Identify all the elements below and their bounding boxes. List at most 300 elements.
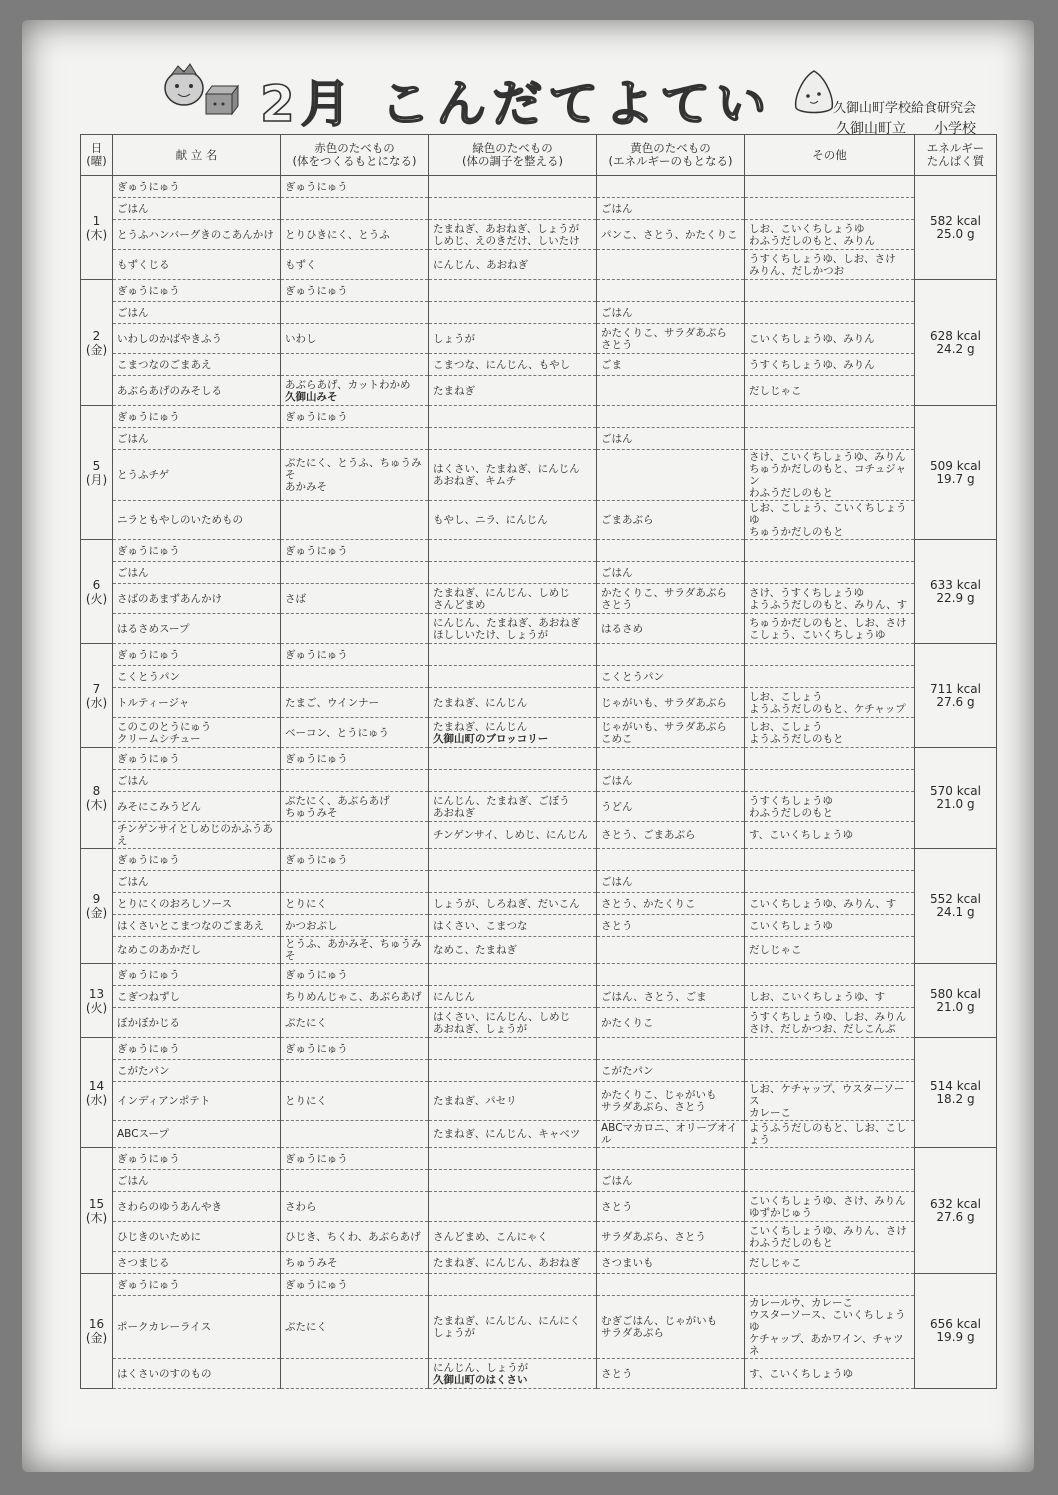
red-food-cell [281,666,429,688]
other-food-cell [745,1274,915,1296]
table-row [81,915,997,937]
red-food-cell: もずく [281,250,429,280]
red-food-cell [281,354,429,376]
red-food-cell [281,376,429,406]
dish-name-cell: はくさいとこまつなのごまあえ [113,915,281,937]
other-food-cell [745,1148,915,1170]
onigiri-mascot-icon [792,68,836,116]
table-row [81,1296,997,1359]
red-food-cell [281,1359,429,1389]
table-row [81,540,997,562]
table-row [81,1008,997,1038]
other-food-cell: さけ、うすくちしょうゆ ようふうだしのもと、みりん、す [745,584,915,614]
green-food-cell: たまねぎ、にんじん、キャベツ [429,1121,597,1148]
yellow-food-cell [597,849,745,871]
other-food-cell: しお、こいくちしょうゆ わふうだしのもと、みりん [745,220,915,250]
other-food-cell: こいくちしょうゆ、さけ、みりん ゆずかじゅう [745,1192,915,1222]
day-cell: 6 (火) [81,540,113,644]
green-food-cell: たまねぎ、にんじん、あおねぎ [429,1252,597,1274]
other-food-cell: だしじゃこ [745,376,915,406]
yellow-food-cell [597,450,745,501]
yellow-food-cell: さとう [597,915,745,937]
table-row [81,1170,997,1192]
table-row [81,1192,997,1222]
yellow-food-cell: ごはん [597,1170,745,1192]
table-row [81,849,997,871]
dish-name-cell: ポークカレーライス [113,1296,281,1359]
other-food-cell: こいくちしょうゆ、みりん、さけ わふうだしのもと [745,1222,915,1252]
energy-cell: 580 kcal 21.0 g [915,964,997,1038]
col-other: その他 [745,135,915,176]
other-food-cell: す、こいくちしょうゆ [745,1359,915,1389]
yellow-food-cell: うどん [597,792,745,822]
table-row [81,792,997,822]
green-food-cell: こまつな、にんじん、もやし [429,354,597,376]
day-cell: 1 (木) [81,176,113,280]
yellow-food-cell: ごはん、さとう、ごま [597,986,745,1008]
yellow-food-cell: じゃがいも、サラダあぶら こめこ [597,718,745,748]
table-row [81,748,997,770]
energy-cell: 509 kcal 19.7 g [915,406,997,540]
yellow-food-cell: さとう [597,1359,745,1389]
other-food-cell [745,770,915,792]
green-food-cell: たまねぎ、にんじん、にんにく しょうが [429,1296,597,1359]
red-food-cell [281,1121,429,1148]
table-row [81,644,997,666]
dish-name-cell: ぼかぼかじる [113,1008,281,1038]
green-food-cell: しょうが [429,324,597,354]
red-food-cell: ぎゅうにゅう [281,540,429,562]
dish-name-cell: とりにくのおろしソース [113,893,281,915]
day-cell: 14 (水) [81,1038,113,1148]
other-food-cell: カレールウ、カレーこ ウスターソース、こいくちしょうゆ ケチャップ、あかワイン、チャツネ [745,1296,915,1359]
local-produce-text: たまねぎ、にんじん [433,720,528,733]
yellow-food-cell: こくとうパン [597,666,745,688]
green-food-cell [429,562,597,584]
col-dish: 献 立 名 [113,135,281,176]
red-food-cell [281,302,429,324]
other-food-cell: さけ、こいくちしょうゆ、みりん ちゅうかだしのもと、コチュジャン わふうだしのもと [745,450,915,501]
table-row [81,376,997,406]
other-food-cell [745,562,915,584]
table-row [81,280,997,302]
menu-sheet [22,20,1034,1472]
table-row [81,1038,997,1060]
red-food-cell: とりひきにく、とうふ [281,220,429,250]
table-row [81,220,997,250]
local-produce-text: 久御山みそ [285,390,338,403]
organization-name: 久御山町学校給食研究会 [832,101,976,116]
other-food-cell [745,280,915,302]
other-food-cell [745,428,915,450]
green-food-cell [429,280,597,302]
day-cell: 13 (火) [81,964,113,1038]
red-food-cell: とうふ、あかみそ、ちゅうみそ [281,937,429,964]
table-row [81,450,997,501]
yellow-food-cell [597,376,745,406]
red-food-cell: ぎゅうにゅう [281,644,429,666]
other-food-cell [745,849,915,871]
other-food-cell [745,540,915,562]
energy-cell: 570 kcal 21.0 g [915,748,997,849]
other-food-cell [745,666,915,688]
green-food-cell [429,644,597,666]
yellow-food-cell [597,1274,745,1296]
green-food-cell [429,770,597,792]
green-food-cell [429,176,597,198]
table-row [81,1359,997,1389]
table-row [81,964,997,986]
other-food-cell: うすくちしょうゆ、みりん [745,354,915,376]
local-produce-text: にんじん、しょうが [433,1361,529,1374]
green-food-cell [429,198,597,220]
yellow-food-cell [597,644,745,666]
dish-name-cell: こぎつねずし [113,986,281,1008]
green-food-cell: にんじん、たまねぎ、ごぼう あおねぎ [429,792,597,822]
table-row [81,354,997,376]
green-food-cell: チンゲンサイ、しめじ、にんじん [429,822,597,849]
table-row [81,406,997,428]
red-food-cell [281,822,429,849]
table-row [81,1148,997,1170]
green-food-cell: しょうが、しろねぎ、だいこん [429,893,597,915]
red-food-cell: ぎゅうにゅう [281,1274,429,1296]
dish-name-cell: ごはん [113,198,281,220]
dish-name-cell: ニラともやしのいためもの [113,501,281,540]
energy-cell: 632 kcal 27.6 g [915,1148,997,1274]
day-cell: 8 (木) [81,748,113,849]
red-food-cell: ちゅうみそ [281,1252,429,1274]
dish-name-cell: さつまじる [113,1252,281,1274]
dish-name-cell: さわらのゆうあんやき [113,1192,281,1222]
other-food-cell [745,198,915,220]
dish-name-cell: はるさめスープ [113,614,281,644]
yellow-food-cell: ごま [597,354,745,376]
other-food-cell: うすくちしょうゆ、しお、さけ みりん、だしかつお [745,250,915,280]
yellow-food-cell [597,748,745,770]
table-row [81,718,997,748]
red-food-cell: いわし [281,324,429,354]
other-food-cell: こいくちしょうゆ、みりん、す [745,893,915,915]
dish-name-cell: こくとうパン [113,666,281,688]
red-food-cell: ぶたにく、あぶらあげ ちゅうみそ [281,792,429,822]
dish-name-cell: ごはん [113,428,281,450]
red-food-cell: ぎゅうにゅう [281,748,429,770]
red-food-cell: ぶたにく [281,1008,429,1038]
dish-name-cell: さばのあまずあんかけ [113,584,281,614]
table-row [81,302,997,324]
green-food-cell [429,1274,597,1296]
red-food-cell: たまご、ウインナー [281,688,429,718]
other-food-cell: しお、こいくちしょうゆ、す [745,986,915,1008]
green-food-cell: はくさい、たまねぎ、にんじん あおねぎ、キムチ [429,450,597,501]
energy-cell: 628 kcal 24.2 g [915,280,997,406]
day-cell: 5 (月) [81,406,113,540]
local-produce-text: 久御山町のブロッコリー [433,732,549,745]
dish-name-cell: みそにこみうどん [113,792,281,822]
red-food-cell: かつおぶし [281,915,429,937]
green-food-cell [429,302,597,324]
green-food-cell [429,1170,597,1192]
green-food-cell: たまねぎ、あおねぎ、しょうが しめじ、えのきだけ、しいたけ [429,220,597,250]
dish-name-cell: このこのとうにゅう クリームシチュー [113,718,281,748]
table-row [81,176,997,198]
green-food-cell: たまねぎ、にんじん、しめじ さんどまめ [429,584,597,614]
other-food-cell [745,1060,915,1082]
red-food-cell: ぎゅうにゅう [281,1038,429,1060]
table-row [81,770,997,792]
dish-name-cell: ぎゅうにゅう [113,1148,281,1170]
red-food-cell: ひじき、ちくわ、あぶらあげ [281,1222,429,1252]
green-food-cell [429,1359,597,1389]
yellow-food-cell [597,280,745,302]
dish-name-cell: いわしのかばやきふう [113,324,281,354]
yellow-food-cell [597,937,745,964]
menu-body [81,176,997,1389]
other-food-cell: ちゅうかだしのもと、しお、さけ こしょう、こいくちしょうゆ [745,614,915,644]
yellow-food-cell: ごはん [597,562,745,584]
other-food-cell [745,871,915,893]
day-cell: 2 (金) [81,280,113,406]
green-food-cell [429,428,597,450]
table-row [81,584,997,614]
red-food-cell [281,614,429,644]
dish-name-cell: ABCスープ [113,1121,281,1148]
table-row [81,666,997,688]
green-food-cell [429,748,597,770]
energy-cell: 552 kcal 24.1 g [915,849,997,964]
day-cell: 15 (木) [81,1148,113,1274]
col-red: 赤色のたべもの (体をつくるもとになる) [281,135,429,176]
green-food-cell [429,406,597,428]
red-food-cell: とりにく [281,893,429,915]
dish-name-cell: こまつなのごまあえ [113,354,281,376]
energy-cell: 633 kcal 22.9 g [915,540,997,644]
red-food-cell: ぶたにく、とうふ、ちゅうみそ あかみそ [281,450,429,501]
yellow-food-cell: むぎごはん、じゃがいも サラダあぶら [597,1296,745,1359]
yellow-food-cell: ごまあぶら [597,501,745,540]
yellow-food-cell: ABCマカロニ、オリーブオイル [597,1121,745,1148]
dish-name-cell: ぎゅうにゅう [113,748,281,770]
green-food-cell [429,540,597,562]
dish-name-cell: あぶらあげのみそしる [113,376,281,406]
table-row [81,986,997,1008]
tomato-mascot-icon [162,56,206,110]
header-row [81,135,997,176]
other-food-cell: す、こいくちしょうゆ [745,822,915,849]
yellow-food-cell: ごはん [597,770,745,792]
yellow-food-cell: さつまいも [597,1252,745,1274]
yellow-food-cell: さとう、ごまあぶら [597,822,745,849]
other-food-cell [745,302,915,324]
table-row [81,1274,997,1296]
dish-name-cell: ぎゅうにゅう [113,1274,281,1296]
yellow-food-cell: かたくりこ、サラダあぶら さとう [597,584,745,614]
dish-name-cell: ぎゅうにゅう [113,176,281,198]
green-food-cell: もやし、ニラ、にんじん [429,501,597,540]
dish-name-cell: ぎゅうにゅう [113,644,281,666]
table-row [81,688,997,718]
table-row [81,893,997,915]
red-food-cell: ぎゅうにゅう [281,964,429,986]
yellow-food-cell: ごはん [597,428,745,450]
yellow-food-cell [597,1038,745,1060]
table-row [81,937,997,964]
green-food-cell: たまねぎ、パセリ [429,1082,597,1121]
school-suffix: 小学校 [934,121,976,137]
dish-name-cell: はくさいのすのもの [113,1359,281,1389]
green-food-cell: たまねぎ、にんじん [429,688,597,718]
other-food-cell: しお、こしょう ようふうだしのもと、ケチャップ [745,688,915,718]
red-food-cell: ぎゅうにゅう [281,849,429,871]
green-food-cell [429,1148,597,1170]
red-food-cell: ぎゅうにゅう [281,406,429,428]
table-row [81,428,997,450]
col-energy: エネルギー たんぱく質 [915,135,997,176]
red-food-cell [281,501,429,540]
red-food-cell: ぶたにく [281,1296,429,1359]
green-food-cell [429,718,597,748]
green-food-cell: にんじん、あおねぎ [429,250,597,280]
yellow-food-cell [597,1148,745,1170]
header [22,20,1034,140]
table-row [81,1082,997,1121]
box-mascot-icon [202,82,242,118]
table-row [81,822,997,849]
red-food-cell: とりにく [281,1082,429,1121]
yellow-food-cell [597,540,745,562]
other-food-cell [745,176,915,198]
yellow-food-cell: さとう [597,1192,745,1222]
dish-name-cell: ごはん [113,302,281,324]
table-row [81,1121,997,1148]
green-food-cell: にんじん [429,986,597,1008]
local-produce-text: 久御山町のはくさい [433,1373,528,1386]
other-food-cell: だしじゃこ [745,1252,915,1274]
red-food-cell [281,1060,429,1082]
yellow-food-cell: ごはん [597,198,745,220]
dish-name-cell: とうふチゲ [113,450,281,501]
table-row [81,250,997,280]
yellow-food-cell: パンこ、さとう、かたくりこ [597,220,745,250]
dish-name-cell: トルティージャ [113,688,281,718]
red-food-cell [281,1170,429,1192]
other-food-cell: だしじゃこ [745,937,915,964]
green-food-cell [429,1192,597,1222]
green-food-cell [429,964,597,986]
school-prefix: 久御山町立 [836,121,906,137]
other-food-cell: うすくちしょうゆ わふうだしのもと [745,792,915,822]
green-food-cell [429,849,597,871]
other-food-cell: ようふうだしのもと、しお、こしょう [745,1121,915,1148]
table-row [81,871,997,893]
energy-cell: 514 kcal 18.2 g [915,1038,997,1148]
red-food-cell: ぎゅうにゅう [281,176,429,198]
red-food-cell [281,562,429,584]
table-row [81,1222,997,1252]
table-row [81,1060,997,1082]
red-food-cell [281,198,429,220]
other-food-cell [745,748,915,770]
day-cell: 9 (金) [81,849,113,964]
menu-table [80,134,997,1389]
dish-name-cell: こがたパン [113,1060,281,1082]
dish-name-cell: ぎゅうにゅう [113,406,281,428]
other-food-cell: しお、こしょう ようふうだしのもと [745,718,915,748]
dish-name-cell: ぎゅうにゅう [113,964,281,986]
dish-name-cell: ひじきのいために [113,1222,281,1252]
dish-name-cell: ごはん [113,871,281,893]
red-food-cell: ぎゅうにゅう [281,280,429,302]
day-cell: 7 (水) [81,644,113,748]
green-food-cell [429,666,597,688]
other-food-cell [745,1038,915,1060]
dish-name-cell: インディアンポテト [113,1082,281,1121]
dish-name-cell: もずくじる [113,250,281,280]
green-food-cell [429,1038,597,1060]
table-row [81,1252,997,1274]
green-food-cell [429,871,597,893]
red-food-cell: ちりめんじゃこ、あぶらあげ [281,986,429,1008]
energy-cell: 656 kcal 19.9 g [915,1274,997,1389]
yellow-food-cell: さとう、かたくりこ [597,893,745,915]
other-food-cell [745,644,915,666]
yellow-food-cell: かたくりこ [597,1008,745,1038]
other-food-cell: こいくちしょうゆ、みりん [745,324,915,354]
yellow-food-cell [597,964,745,986]
local-produce-text: あぶらあげ、カットわかめ [285,378,411,391]
table-row [81,501,997,540]
table-row [81,614,997,644]
table-row [81,324,997,354]
red-food-cell: ベーコン、とうにゅう [281,718,429,748]
yellow-food-cell: ごはん [597,871,745,893]
red-food-cell: さわら [281,1192,429,1222]
yellow-food-cell: かたくりこ、じゃがいも サラダあぶら、さとう [597,1082,745,1121]
yellow-food-cell [597,176,745,198]
dish-name-cell: ごはん [113,770,281,792]
other-food-cell: こいくちしょうゆ [745,915,915,937]
other-food-cell: しお、ケチャップ、ウスターソース カレーこ [745,1082,915,1121]
yellow-food-cell: サラダあぶら、さとう [597,1222,745,1252]
dish-name-cell: ぎゅうにゅう [113,1038,281,1060]
table-row [81,198,997,220]
red-food-cell [281,770,429,792]
yellow-food-cell: かたくりこ、サラダあぶら さとう [597,324,745,354]
yellow-food-cell: こがたパン [597,1060,745,1082]
other-food-cell [745,964,915,986]
energy-cell: 711 kcal 27.6 g [915,644,997,748]
other-food-cell: しお、こしょう、こいくちしょうゆ ちゅうかだしのもと [745,501,915,540]
dish-name-cell: ごはん [113,562,281,584]
col-day: 日 (曜) [81,135,113,176]
table-row [81,562,997,584]
red-food-cell [281,428,429,450]
green-food-cell: さんどまめ、こんにゃく [429,1222,597,1252]
energy-cell: 582 kcal 25.0 g [915,176,997,280]
red-food-cell [281,871,429,893]
green-food-cell: たまねぎ [429,376,597,406]
yellow-food-cell: じゃがいも、サラダあぶら [597,688,745,718]
green-food-cell: なめこ、たまねぎ [429,937,597,964]
col-green: 緑色のたべもの (体の調子を整える) [429,135,597,176]
yellow-food-cell: ごはん [597,302,745,324]
other-food-cell [745,406,915,428]
page-title: 2月 こんだてよてい [260,75,773,133]
green-food-cell [429,1060,597,1082]
dish-name-cell: ぎゅうにゅう [113,849,281,871]
dish-name-cell: チンゲンサイとしめじのかふうあえ [113,822,281,849]
